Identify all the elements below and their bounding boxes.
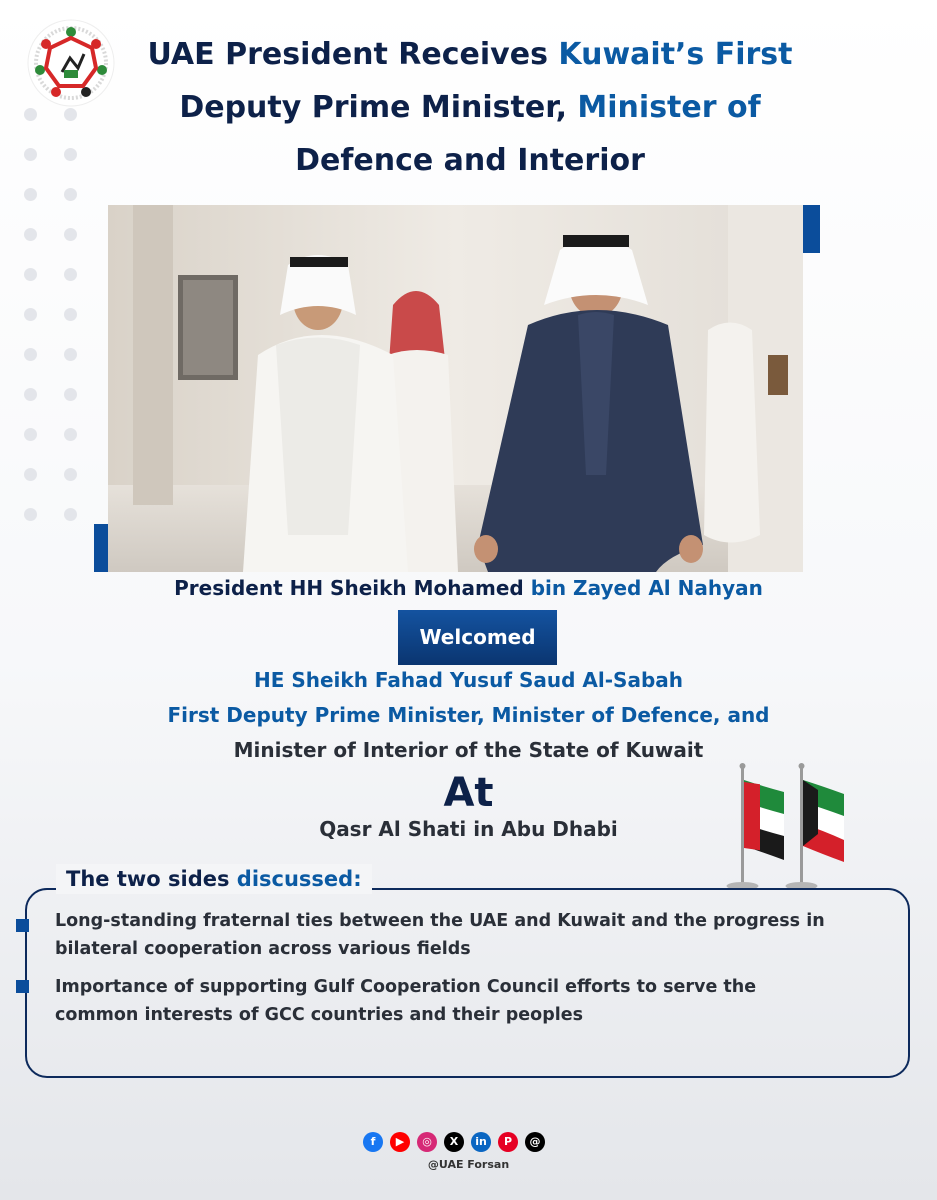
linkedin-icon[interactable]: in [471,1132,491,1152]
pinterest-icon[interactable]: P [498,1132,518,1152]
bullet-marker [16,919,29,932]
guest-name: HE Sheikh Fahad Yusuf Saud Al-Sabah [253,668,683,692]
guest-title-line: First Deputy Prime Minister, Minister of Defence, and [167,703,770,727]
social-handle: @UAE Forsan [427,1158,510,1171]
instagram-icon[interactable]: ◎ [417,1132,437,1152]
title-part-highlight: Kuwait’s First [558,37,793,72]
photo-accent-bar [94,524,108,572]
at-label: At [443,770,494,816]
photo-accent-bar [803,205,820,253]
discussion-point: Importance of supporting Gulf Cooperation Council efforts to serve the common interests of GCC countries and their peoples [55,977,757,1025]
facebook-icon[interactable]: f [363,1132,383,1152]
discussion-title-part: The two sides [66,867,237,891]
title-part-highlight: Minister of [577,90,761,125]
discussion-point: Long-standing fraternal ties between the UAE and Kuwait and the progress in bilateral cooperation across various fields [55,911,825,959]
x-icon[interactable]: X [444,1132,464,1152]
discussion-title [56,864,372,894]
host-name-highlight: bin Zayed Al Nahyan [530,576,763,600]
title-part: Defence and Interior [295,143,645,178]
title-part: UAE President Receives [147,37,559,72]
host-name [0,575,937,601]
discussion-title-highlight: discussed: [236,867,362,891]
host-name-part: President HH Sheikh Mohamed [174,576,531,600]
bullet-marker [16,980,29,993]
uae-kuwait-flags [722,762,852,892]
welcomed-badge: Welcomed [398,610,557,665]
guest-title-line: Minister of Interior of the State of Kuwait [233,738,704,762]
meeting-photo [108,205,803,572]
threads-icon[interactable]: @ [525,1132,545,1152]
location: Qasr Al Shati in Abu Dhabi [319,817,618,841]
page-title [140,28,800,187]
youtube-icon[interactable]: ▶ [390,1132,410,1152]
title-part: Deputy Prime Minister, [179,90,578,125]
uae-forsan-logo [26,18,116,108]
